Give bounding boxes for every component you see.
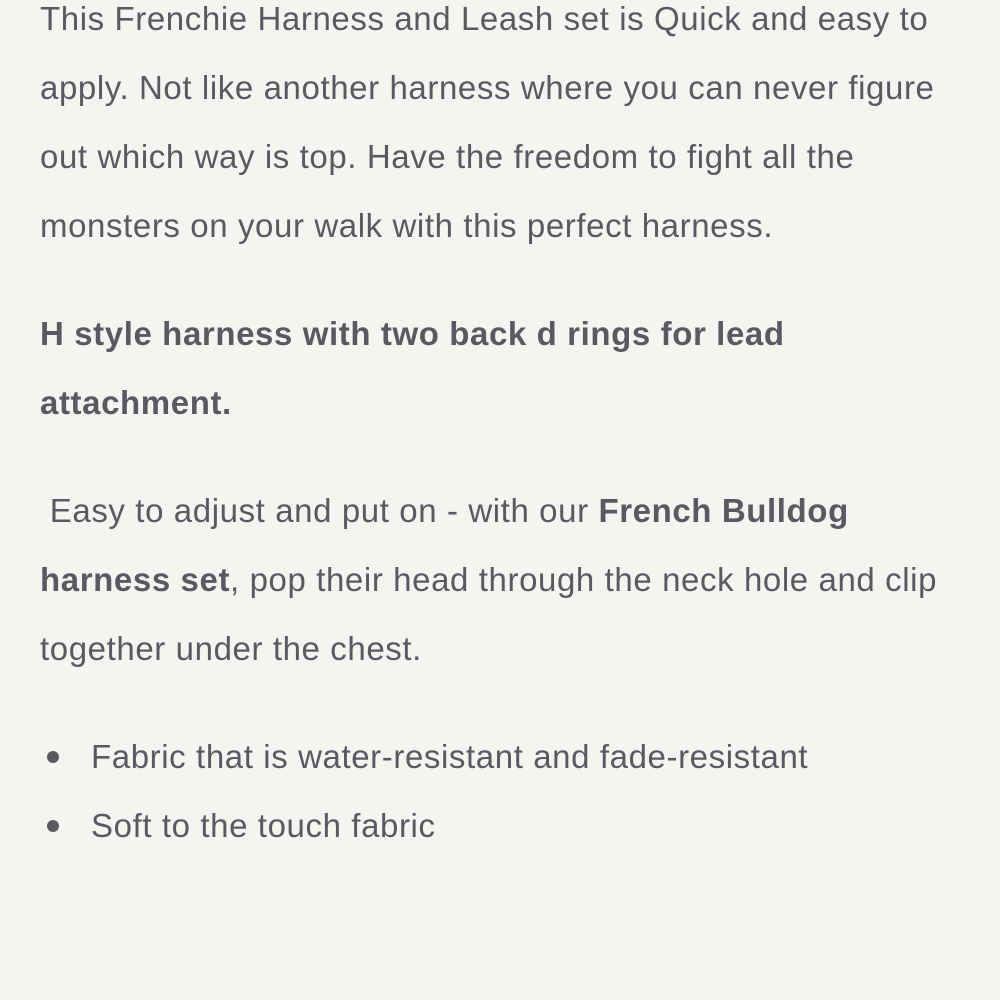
intro-paragraph: This Frenchie Harness and Leash set is Quick and easy to apply. Not like another harness where you can never figure out which way is top. Have the freedom to fight all the monsters on your walk with this perfect harness. <box>40 0 935 244</box>
feature-list <box>40 722 980 860</box>
feature-text: Soft to the touch fabric <box>91 807 436 844</box>
bullet-icon <box>47 751 59 763</box>
adjust-tail-text: , pop their head through the neck hole and clip together under the chest. <box>40 561 938 667</box>
feature-text: Fabric that is water-resistant and fade-resistant <box>91 738 809 775</box>
bullet-icon <box>47 820 59 832</box>
highlight-paragraph: H style harness with two back d rings for lead attachment. <box>40 315 785 421</box>
list-item <box>40 722 980 791</box>
list-item <box>40 791 980 860</box>
adjust-bold-text: French Bulldog harness set <box>40 492 849 598</box>
product-description <box>40 0 980 860</box>
adjust-paragraph <box>40 476 980 683</box>
adjust-lead-text: Easy to adjust and put on - with our <box>40 492 599 529</box>
